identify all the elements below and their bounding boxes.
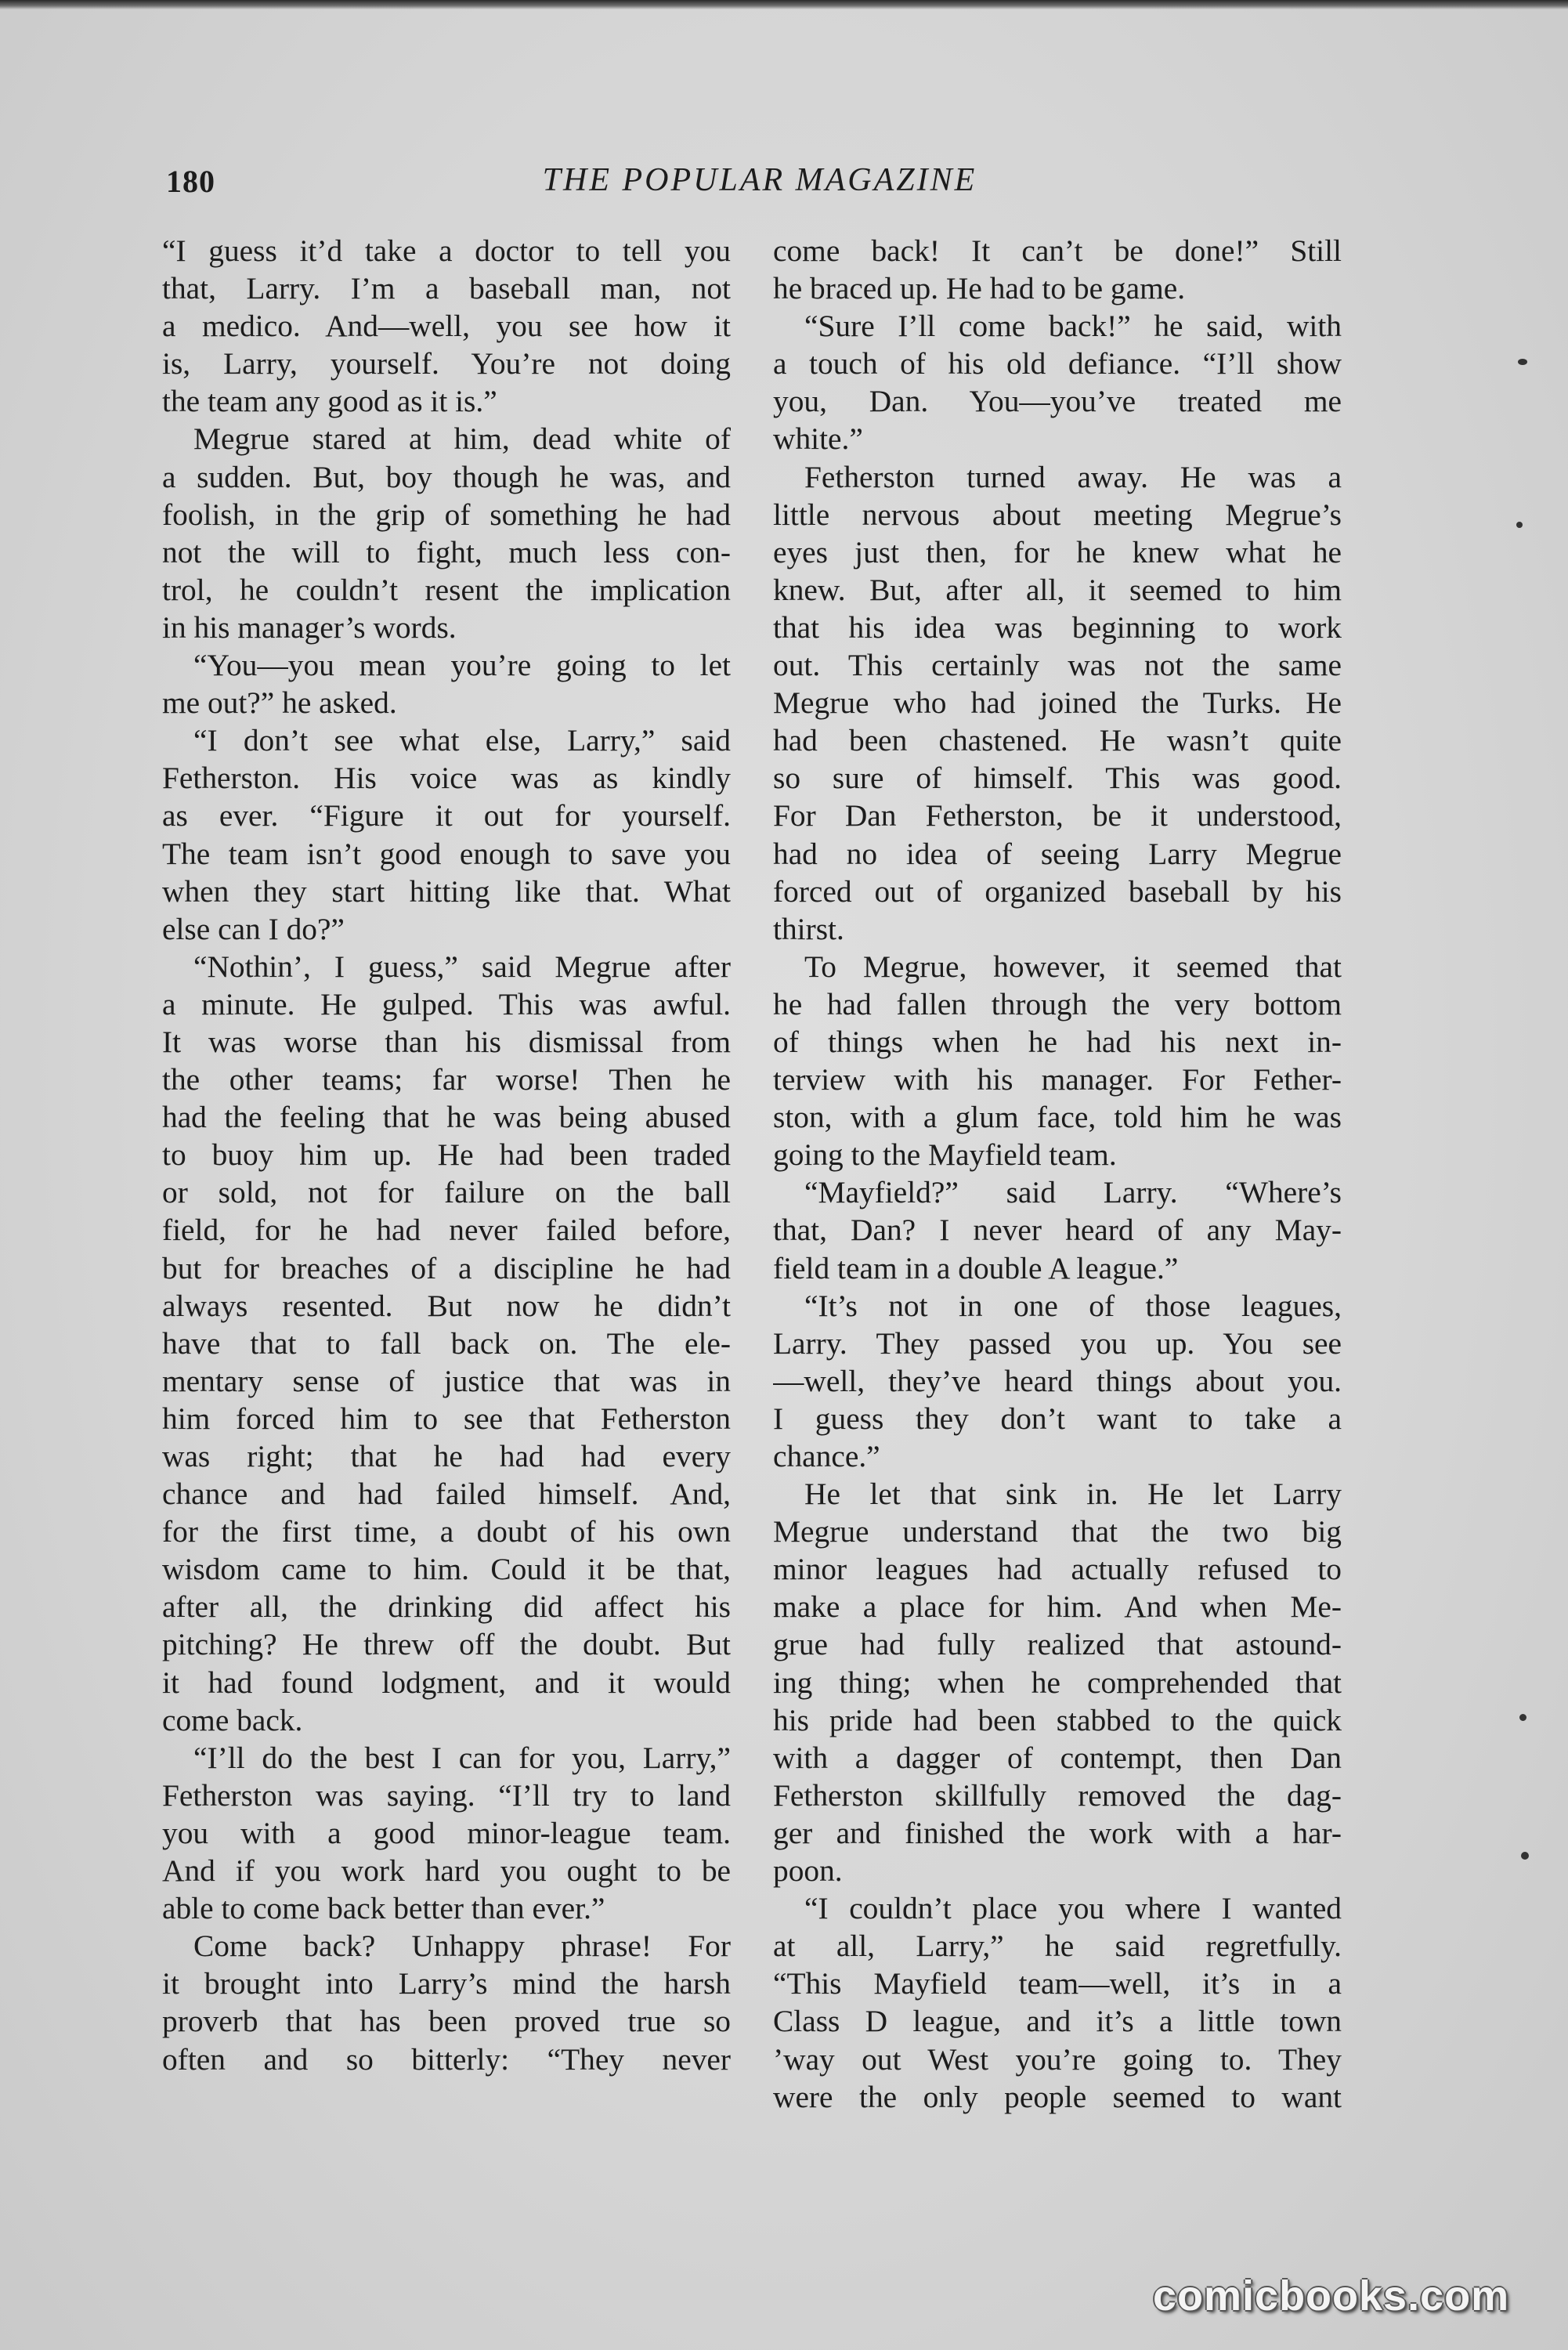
text-line: a minute. He gulped. This was awful. bbox=[162, 986, 731, 1021]
text-line: his pride had been stabbed to the quick bbox=[773, 1702, 1342, 1737]
text-line: Fetherston skillfully removed the dag- bbox=[773, 1777, 1342, 1813]
text-line: but for breaches of a discipline he had bbox=[162, 1250, 731, 1285]
text-line: had no idea of seeing Larry Megrue bbox=[773, 836, 1342, 871]
text-line: foolish, in the grip of something he had bbox=[162, 497, 731, 532]
text-column-left bbox=[162, 232, 731, 2078]
text-line: terview with his manager. For Fether- bbox=[773, 1062, 1342, 1097]
binding-hole bbox=[1519, 1714, 1526, 1721]
page-number: 180 bbox=[166, 164, 215, 199]
text-line: me out?” he asked. bbox=[162, 685, 397, 721]
binding-hole bbox=[1521, 1852, 1529, 1860]
text-line: little nervous about meeting Megrue’s bbox=[773, 497, 1342, 532]
text-line: ing thing; when he comprehended that bbox=[773, 1665, 1342, 1700]
text-line: not the will to fight, much less con- bbox=[162, 534, 731, 569]
text-line: Megrue stared at him, dead white of bbox=[193, 421, 731, 457]
text-line: To Megrue, however, it seemed that bbox=[804, 949, 1342, 984]
text-line: the other teams; far worse! Then he bbox=[162, 1062, 731, 1097]
text-line: that his idea was beginning to work bbox=[773, 609, 1342, 645]
text-line: were the only people seemed to want bbox=[773, 2079, 1342, 2114]
text-line: pitching? He threw off the doubt. But bbox=[162, 1627, 731, 1662]
text-line: come back! It can’t be done!” Still bbox=[773, 233, 1342, 268]
text-line: “I’ll do the best I can for you, Larry,” bbox=[193, 1740, 731, 1775]
text-line: wisdom came to him. Could it be that, bbox=[162, 1552, 731, 1587]
text-line: come back. bbox=[162, 1702, 303, 1737]
text-line: going to the Mayfield team. bbox=[773, 1137, 1117, 1173]
text-column-right bbox=[773, 232, 1342, 2116]
text-line: Megrue understand that the two big bbox=[773, 1514, 1342, 1549]
text-line: it brought into Larry’s mind the harsh bbox=[162, 1966, 731, 2001]
text-line: —well, they’ve heard things about you. bbox=[773, 1363, 1342, 1398]
text-line: “It’s not in one of those leagues, bbox=[804, 1288, 1342, 1323]
text-line: out. This certainly was not the same bbox=[773, 648, 1342, 683]
text-line: chance.” bbox=[773, 1439, 880, 1473]
text-line: forced out of organized baseball by his bbox=[773, 873, 1342, 909]
text-line: you, Dan. You—you’ve treated me bbox=[773, 384, 1342, 419]
text-line: had the feeling that he was being abused bbox=[162, 1100, 731, 1135]
text-line: He let that sink in. He let Larry bbox=[804, 1477, 1342, 1512]
text-line: I guess they don’t want to take a bbox=[773, 1401, 1342, 1436]
text-line: Fetherston was saying. “I’ll try to land bbox=[162, 1777, 731, 1813]
text-line: knew. But, after all, it seemed to him bbox=[773, 572, 1342, 607]
text-line: mentary sense of justice that was in bbox=[162, 1363, 731, 1398]
text-line: thirst. bbox=[773, 911, 844, 946]
text-line: able to come back better than ever.” bbox=[162, 1891, 605, 1926]
text-line: you with a good minor-league team. bbox=[162, 1815, 731, 1850]
text-line: Come back? Unhappy phrase! For bbox=[193, 1929, 731, 1964]
text-line: For Dan Fetherston, be it understood, bbox=[773, 798, 1342, 833]
text-line: as ever. “Figure it out for yourself. bbox=[162, 798, 731, 833]
running-header-title: THE POPULAR MAGAZINE bbox=[542, 162, 977, 198]
text-line: “This Mayfield team—well, it’s in a bbox=[773, 1966, 1342, 2001]
text-line: often and so bitterly: “They never bbox=[162, 2041, 731, 2077]
text-line: Larry. They passed you up. You see bbox=[773, 1325, 1342, 1361]
text-line: in his manager’s words. bbox=[162, 609, 457, 645]
text-line: The team isn’t good enough to save you bbox=[162, 836, 731, 871]
text-line: for the first time, a doubt of his own bbox=[162, 1514, 731, 1549]
text-line: grue had fully realized that astound- bbox=[773, 1627, 1342, 1662]
page-top-edge bbox=[0, 0, 1568, 9]
text-line: It was worse than his dismissal from bbox=[162, 1024, 731, 1059]
text-line: a medico. And—well, you see how it bbox=[162, 309, 731, 344]
text-line: Fetherston. His voice was as kindly bbox=[162, 761, 731, 796]
text-line: is, Larry, yourself. You’re not doing bbox=[162, 346, 731, 381]
text-line: at all, Larry,” he said regretfully. bbox=[773, 1929, 1342, 1964]
text-line: “Mayfield?” said Larry. “Where’s bbox=[804, 1175, 1342, 1210]
text-line: Fetherston turned away. He was a bbox=[804, 459, 1342, 494]
watermark-logo: comicbooks.com bbox=[1153, 2272, 1510, 2319]
text-line: white.” bbox=[773, 421, 863, 457]
text-line: “I couldn’t place you where I wanted bbox=[804, 1891, 1342, 1926]
text-line: the team any good as it is.” bbox=[162, 384, 497, 419]
text-line: with a dagger of contempt, then Dan bbox=[773, 1740, 1342, 1775]
text-line: poon. bbox=[773, 1853, 843, 1889]
text-line: ger and finished the work with a har- bbox=[773, 1815, 1342, 1850]
text-line: that, Dan? I never heard of any May- bbox=[773, 1213, 1342, 1248]
text-line: “Nothin’, I guess,” said Megrue after bbox=[193, 949, 731, 984]
paper-speck bbox=[1518, 359, 1527, 365]
text-line: “I guess it’d take a doctor to tell you bbox=[162, 233, 731, 268]
text-line: eyes just then, for he knew what he bbox=[773, 534, 1342, 569]
text-line: a sudden. But, boy though he was, and bbox=[162, 459, 731, 494]
text-line: ston, with a glum face, told him he was bbox=[773, 1100, 1342, 1135]
text-line: trol, he couldn’t resent the implication bbox=[162, 572, 731, 607]
text-line: always resented. But now he didn’t bbox=[162, 1288, 731, 1323]
text-line: minor leagues had actually refused to bbox=[773, 1552, 1342, 1587]
paper-speck bbox=[1516, 522, 1523, 528]
text-line: “You—you mean you’re going to let bbox=[193, 648, 731, 683]
text-line: else can I do?” bbox=[162, 911, 345, 946]
text-line: field, for he had never failed before, bbox=[162, 1213, 731, 1248]
text-line: when they start hitting like that. What bbox=[162, 873, 731, 909]
text-line: And if you work hard you ought to be bbox=[162, 1853, 731, 1889]
text-line: him forced him to see that Fetherston bbox=[162, 1401, 731, 1436]
text-line: that, Larry. I’m a baseball man, not bbox=[162, 271, 731, 306]
text-line: it had found lodgment, and it would bbox=[162, 1665, 731, 1700]
text-line: “I don’t see what else, Larry,” said bbox=[193, 723, 731, 758]
text-line: proverb that has been proved true so bbox=[162, 2004, 731, 2039]
text-line: “Sure I’ll come back!” he said, with bbox=[804, 309, 1342, 344]
text-line: chance and had failed himself. And, bbox=[162, 1477, 731, 1512]
text-line: of things when he had his next in- bbox=[773, 1024, 1342, 1059]
text-line: after all, the drinking did affect his bbox=[162, 1589, 731, 1625]
text-line: have that to fall back on. The ele- bbox=[162, 1325, 731, 1361]
text-line: Megrue who had joined the Turks. He bbox=[773, 685, 1342, 721]
text-line: Class D league, and it’s a little town bbox=[773, 2004, 1342, 2039]
text-line: he braced up. He had to be game. bbox=[773, 271, 1186, 306]
text-line: or sold, not for failure on the ball bbox=[162, 1175, 731, 1210]
text-line: to buoy him up. He had been traded bbox=[162, 1137, 731, 1173]
text-line: field team in a double A league.” bbox=[773, 1250, 1179, 1285]
text-line: make a place for him. And when Me- bbox=[773, 1589, 1342, 1625]
text-line: was right; that he had had every bbox=[162, 1439, 731, 1473]
text-line: a touch of his old defiance. “I’ll show bbox=[773, 346, 1342, 381]
text-line: had been chastened. He wasn’t quite bbox=[773, 723, 1342, 758]
text-line: so sure of himself. This was good. bbox=[773, 761, 1342, 796]
text-line: ’way out West you’re going to. They bbox=[773, 2041, 1342, 2077]
text-line: he had fallen through the very bottom bbox=[773, 986, 1342, 1021]
